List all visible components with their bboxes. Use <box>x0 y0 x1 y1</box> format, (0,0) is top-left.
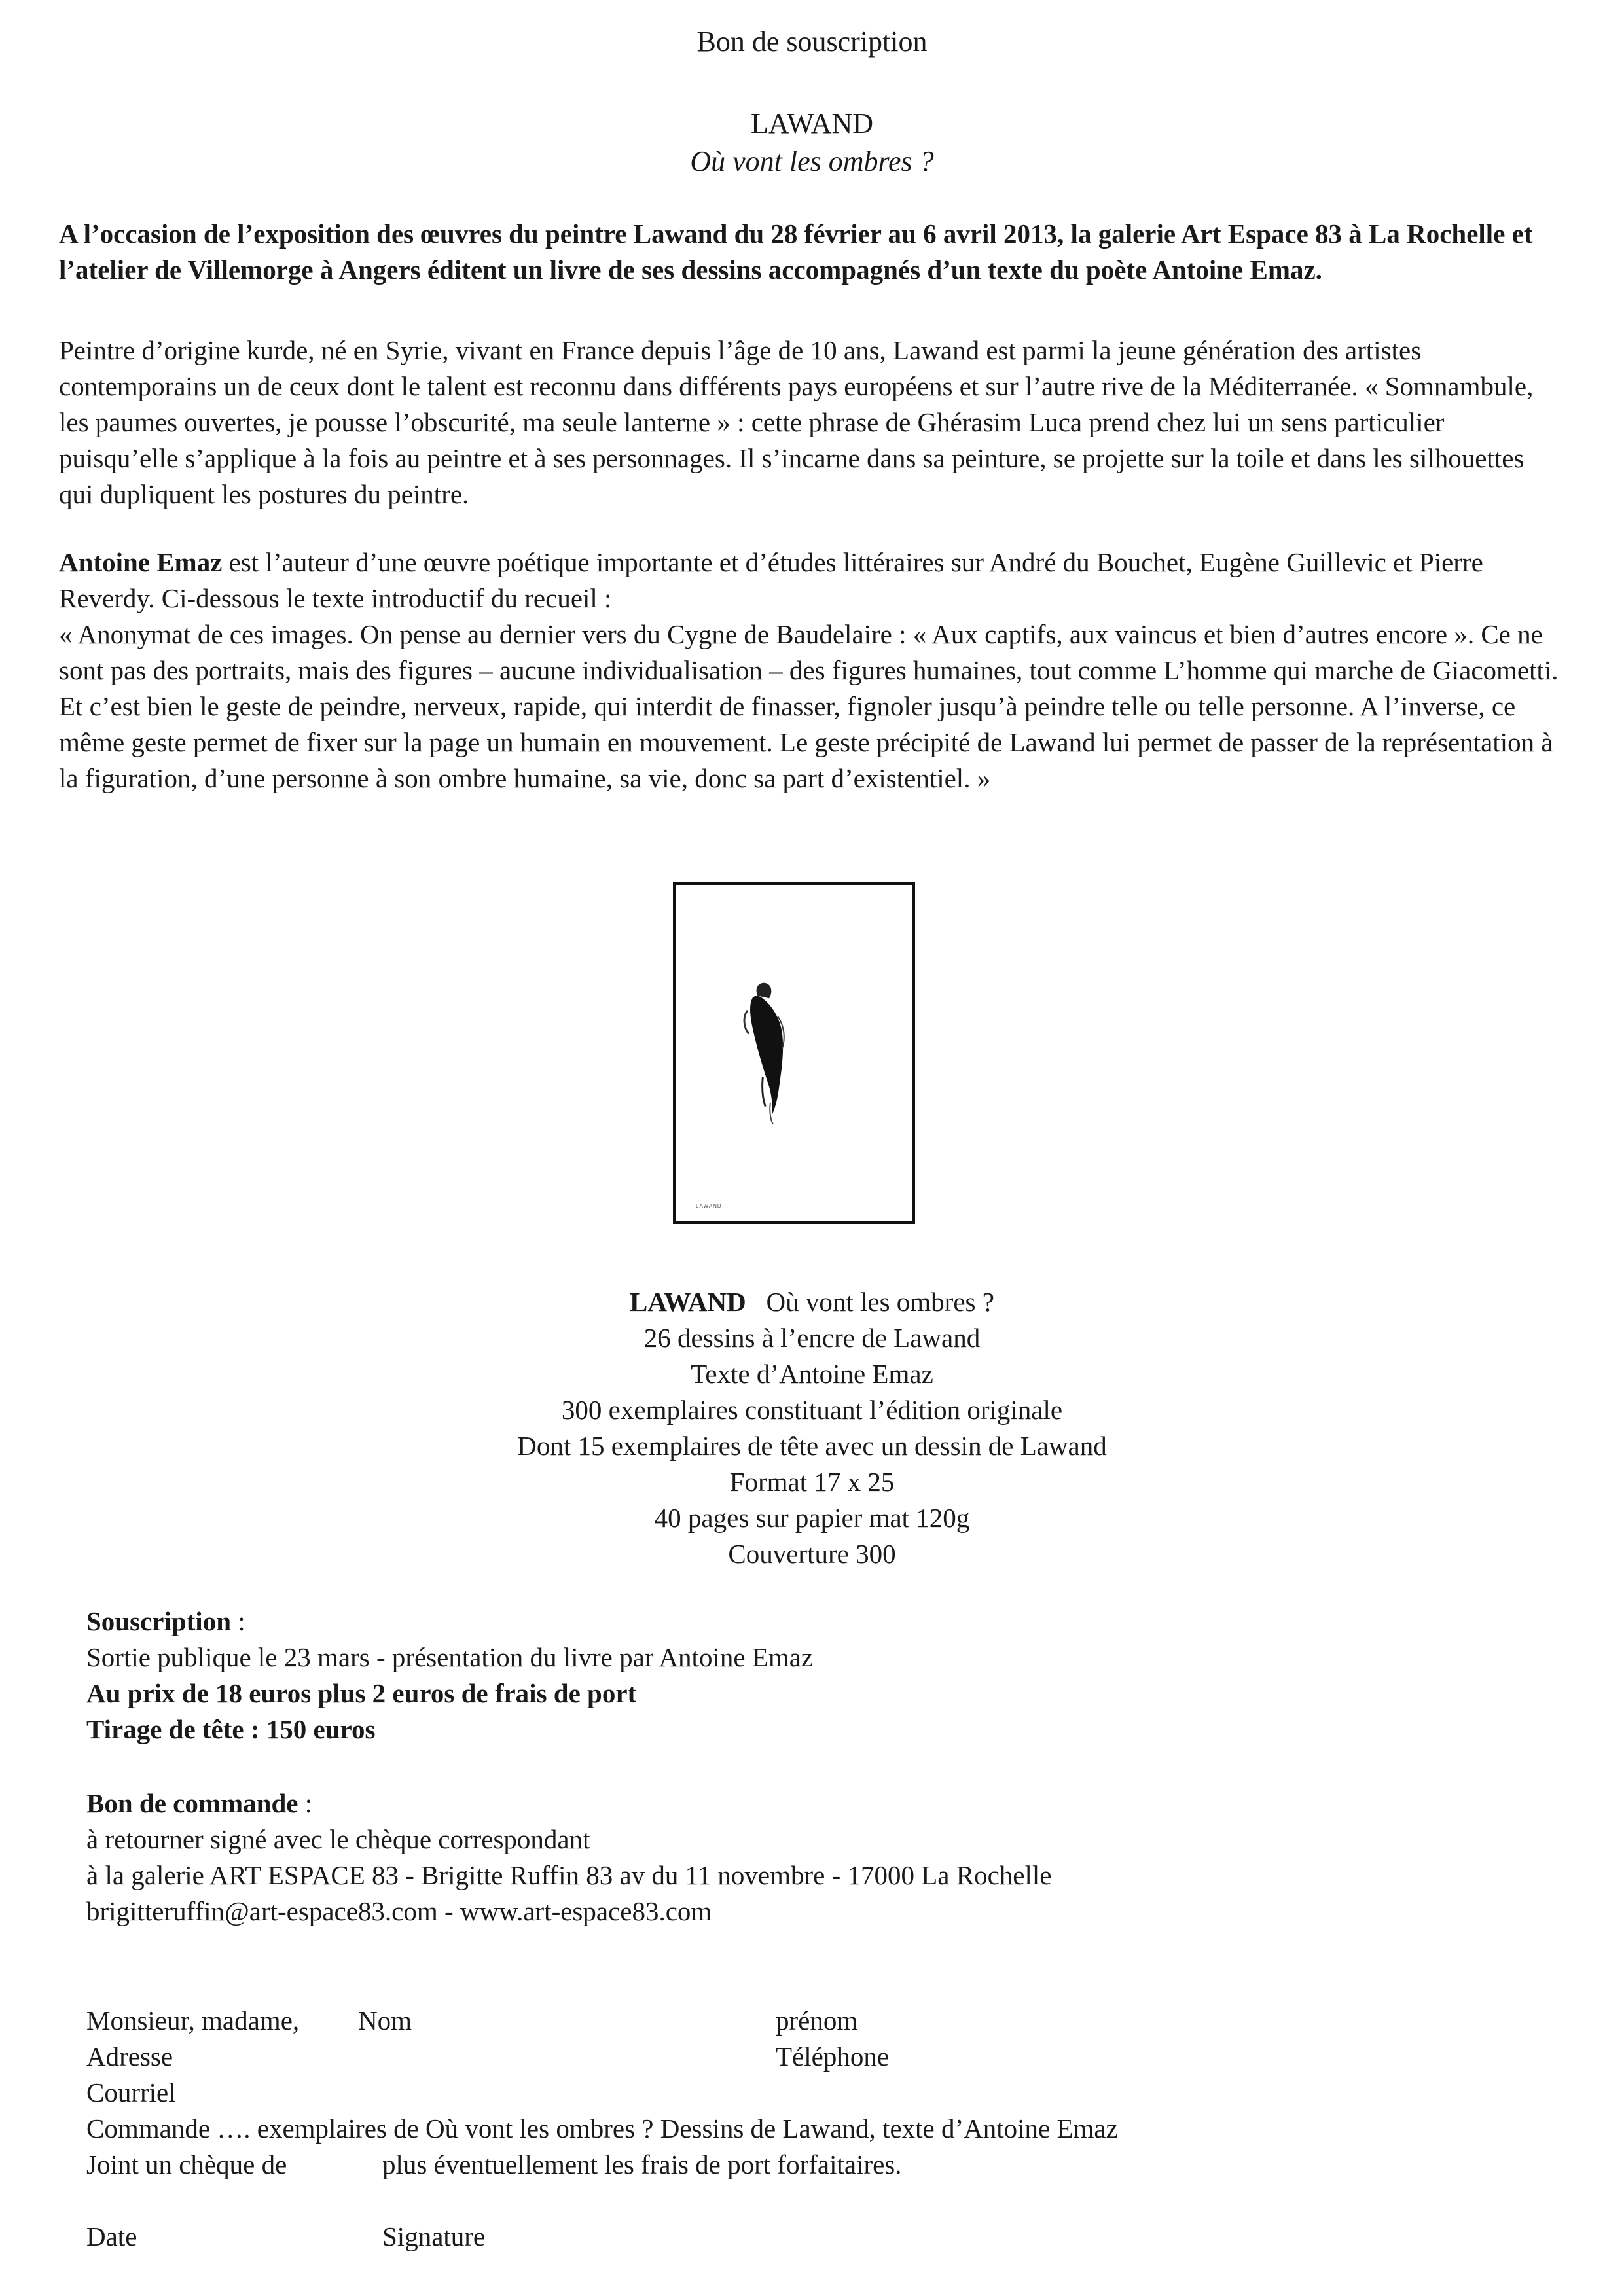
book-details <box>0 1284 1624 1572</box>
detail-cover: Couverture 300 <box>728 1539 896 1569</box>
field-civility: Monsieur, madame, <box>86 2005 300 2036</box>
subscription-label: Souscription <box>86 1606 231 1636</box>
field-frais: plus éventuellement les frais de port forfaitaires. <box>382 2149 902 2179</box>
order-address: à la galerie ART ESPACE 83 - Brigitte Ruffin 83 av du 11 novembre - 17000 La Rochelle <box>86 1860 1052 1890</box>
order-colon: : <box>298 1788 313 1818</box>
intro-paragraph: A l’occasion de l’exposition des œuvres du peintre Lawand du 28 février au 6 avril 2013, la galerie Art Espace 83 à La Rochelle et l’atelier de Villemorge à Angers éditent un livre de ses dessins accompagnés d’un texte du poète Antoine Emaz. <box>59 219 1533 285</box>
field-courriel[interactable]: Courriel <box>86 2077 176 2108</box>
field-prenom[interactable]: prénom <box>776 2005 858 2036</box>
artwork-caption: LAWAND <box>696 1203 722 1209</box>
field-telephone[interactable]: Téléphone <box>776 2041 890 2072</box>
book-name: Où vont les ombres ? <box>746 1287 994 1317</box>
detail-premium-copies: Dont 15 exemplaires de tête avec un dessin de Lawand <box>517 1431 1107 1461</box>
field-nom[interactable]: Nom <box>358 2005 412 2036</box>
poet-name: Antoine Emaz <box>59 547 223 577</box>
order-label: Bon de commande <box>86 1788 298 1818</box>
subscription-section <box>86 1604 1526 1748</box>
poet-paragraph <box>59 545 1564 797</box>
artist-paragraph: Peintre d’origine kurde, né en Syrie, vivant en France depuis l’âge de 10 ans, Lawand est parmi la jeune génération des artistes contemporains un de ceux dont le talent est reconnu dans différents pays européens et sur l’autre rive de la Méditerranée. « Somnambule, les paumes ouvertes, je pousse l’obscurité, ma seule lanterne » : cette phrase de Ghérasim Luca prend chez lui un sens particulier puisqu’elle s’applique à la fois au peintre et à ses personnages. Il s’incarne dans sa peinture, se projette sur la toile et dans les silhouettes qui dupliquent les postures du peintre. <box>59 335 1534 509</box>
subscription-price: Au prix de 18 euros plus 2 euros de frais de port <box>86 1678 637 1708</box>
book-artist: LAWAND <box>630 1287 746 1317</box>
order-section <box>86 1785 1526 1929</box>
field-commande[interactable]: Commande …. exemplaires de Où vont les ombres ? Dessins de Lawand, texte d’Antoine Emaz <box>86 2113 1118 2144</box>
field-cheque[interactable]: Joint un chèque de <box>86 2149 287 2179</box>
quote-part-2: Et c’est bien le geste de peindre, nerveux, rapide, qui interdit de finasser, fignoler jusqu’à peindre telle ou telle personne. A l’inverse, ce même geste permet de fixer sur la page un humain en mouvement. Le geste précipité de Lawand lui permet de passer de la représentation à la figuration, d’une personne à son ombre humaine, sa vie, donc sa part d’existentiel. » <box>59 691 1553 793</box>
detail-drawings: 26 dessins à l’encre de Lawand <box>643 1323 981 1353</box>
artwork-image <box>673 882 915 1224</box>
field-date[interactable]: Date <box>86 2221 137 2251</box>
subscription-release: Sortie publique le 23 mars - présentation du livre par Antoine Emaz <box>86 1642 814 1672</box>
order-contact: brigitteruffin@art-espace83.com - www.art-espace83.com <box>86 1896 712 1926</box>
quote-part-1: « Anonymat de ces images. On pense au dernier vers du Cygne de Baudelaire : « Aux captifs, aux vaincus et bien d’autres encore ». Ce ne sont pas des portraits, mais des figures – aucune individualisation – des figures humaines, tout comme L’homme qui marche de Giacometti. <box>59 619 1559 685</box>
subscription-colon: : <box>231 1606 245 1636</box>
ink-figure-drawing <box>676 885 912 1221</box>
artist-name: LAWAND <box>750 107 874 139</box>
book-heading <box>0 105 1624 181</box>
book-title: Où vont les ombres ? <box>690 145 934 177</box>
detail-copies: 300 exemplaires constituant l’édition originale <box>561 1395 1063 1425</box>
detail-pages: 40 pages sur papier mat 120g <box>654 1503 970 1533</box>
order-instruction: à retourner signé avec le chèque correspondant <box>86 1824 590 1854</box>
order-form <box>86 2003 1559 2255</box>
detail-format: Format 17 x 25 <box>729 1467 895 1497</box>
field-signature[interactable]: Signature <box>382 2221 486 2251</box>
field-adresse[interactable]: Adresse <box>86 2041 173 2072</box>
subscription-premium: Tirage de tête : 150 euros <box>86 1714 376 1744</box>
poet-description: est l’auteur d’une œuvre poétique importante et d’études littéraires sur André du Bouchet, Eugène Guillevic et Pierre Reverdy. Ci-dessous le texte introductif du recueil : <box>59 547 1483 613</box>
page-title: Bon de souscription <box>696 26 928 58</box>
detail-text: Texte d’Antoine Emaz <box>691 1359 933 1389</box>
